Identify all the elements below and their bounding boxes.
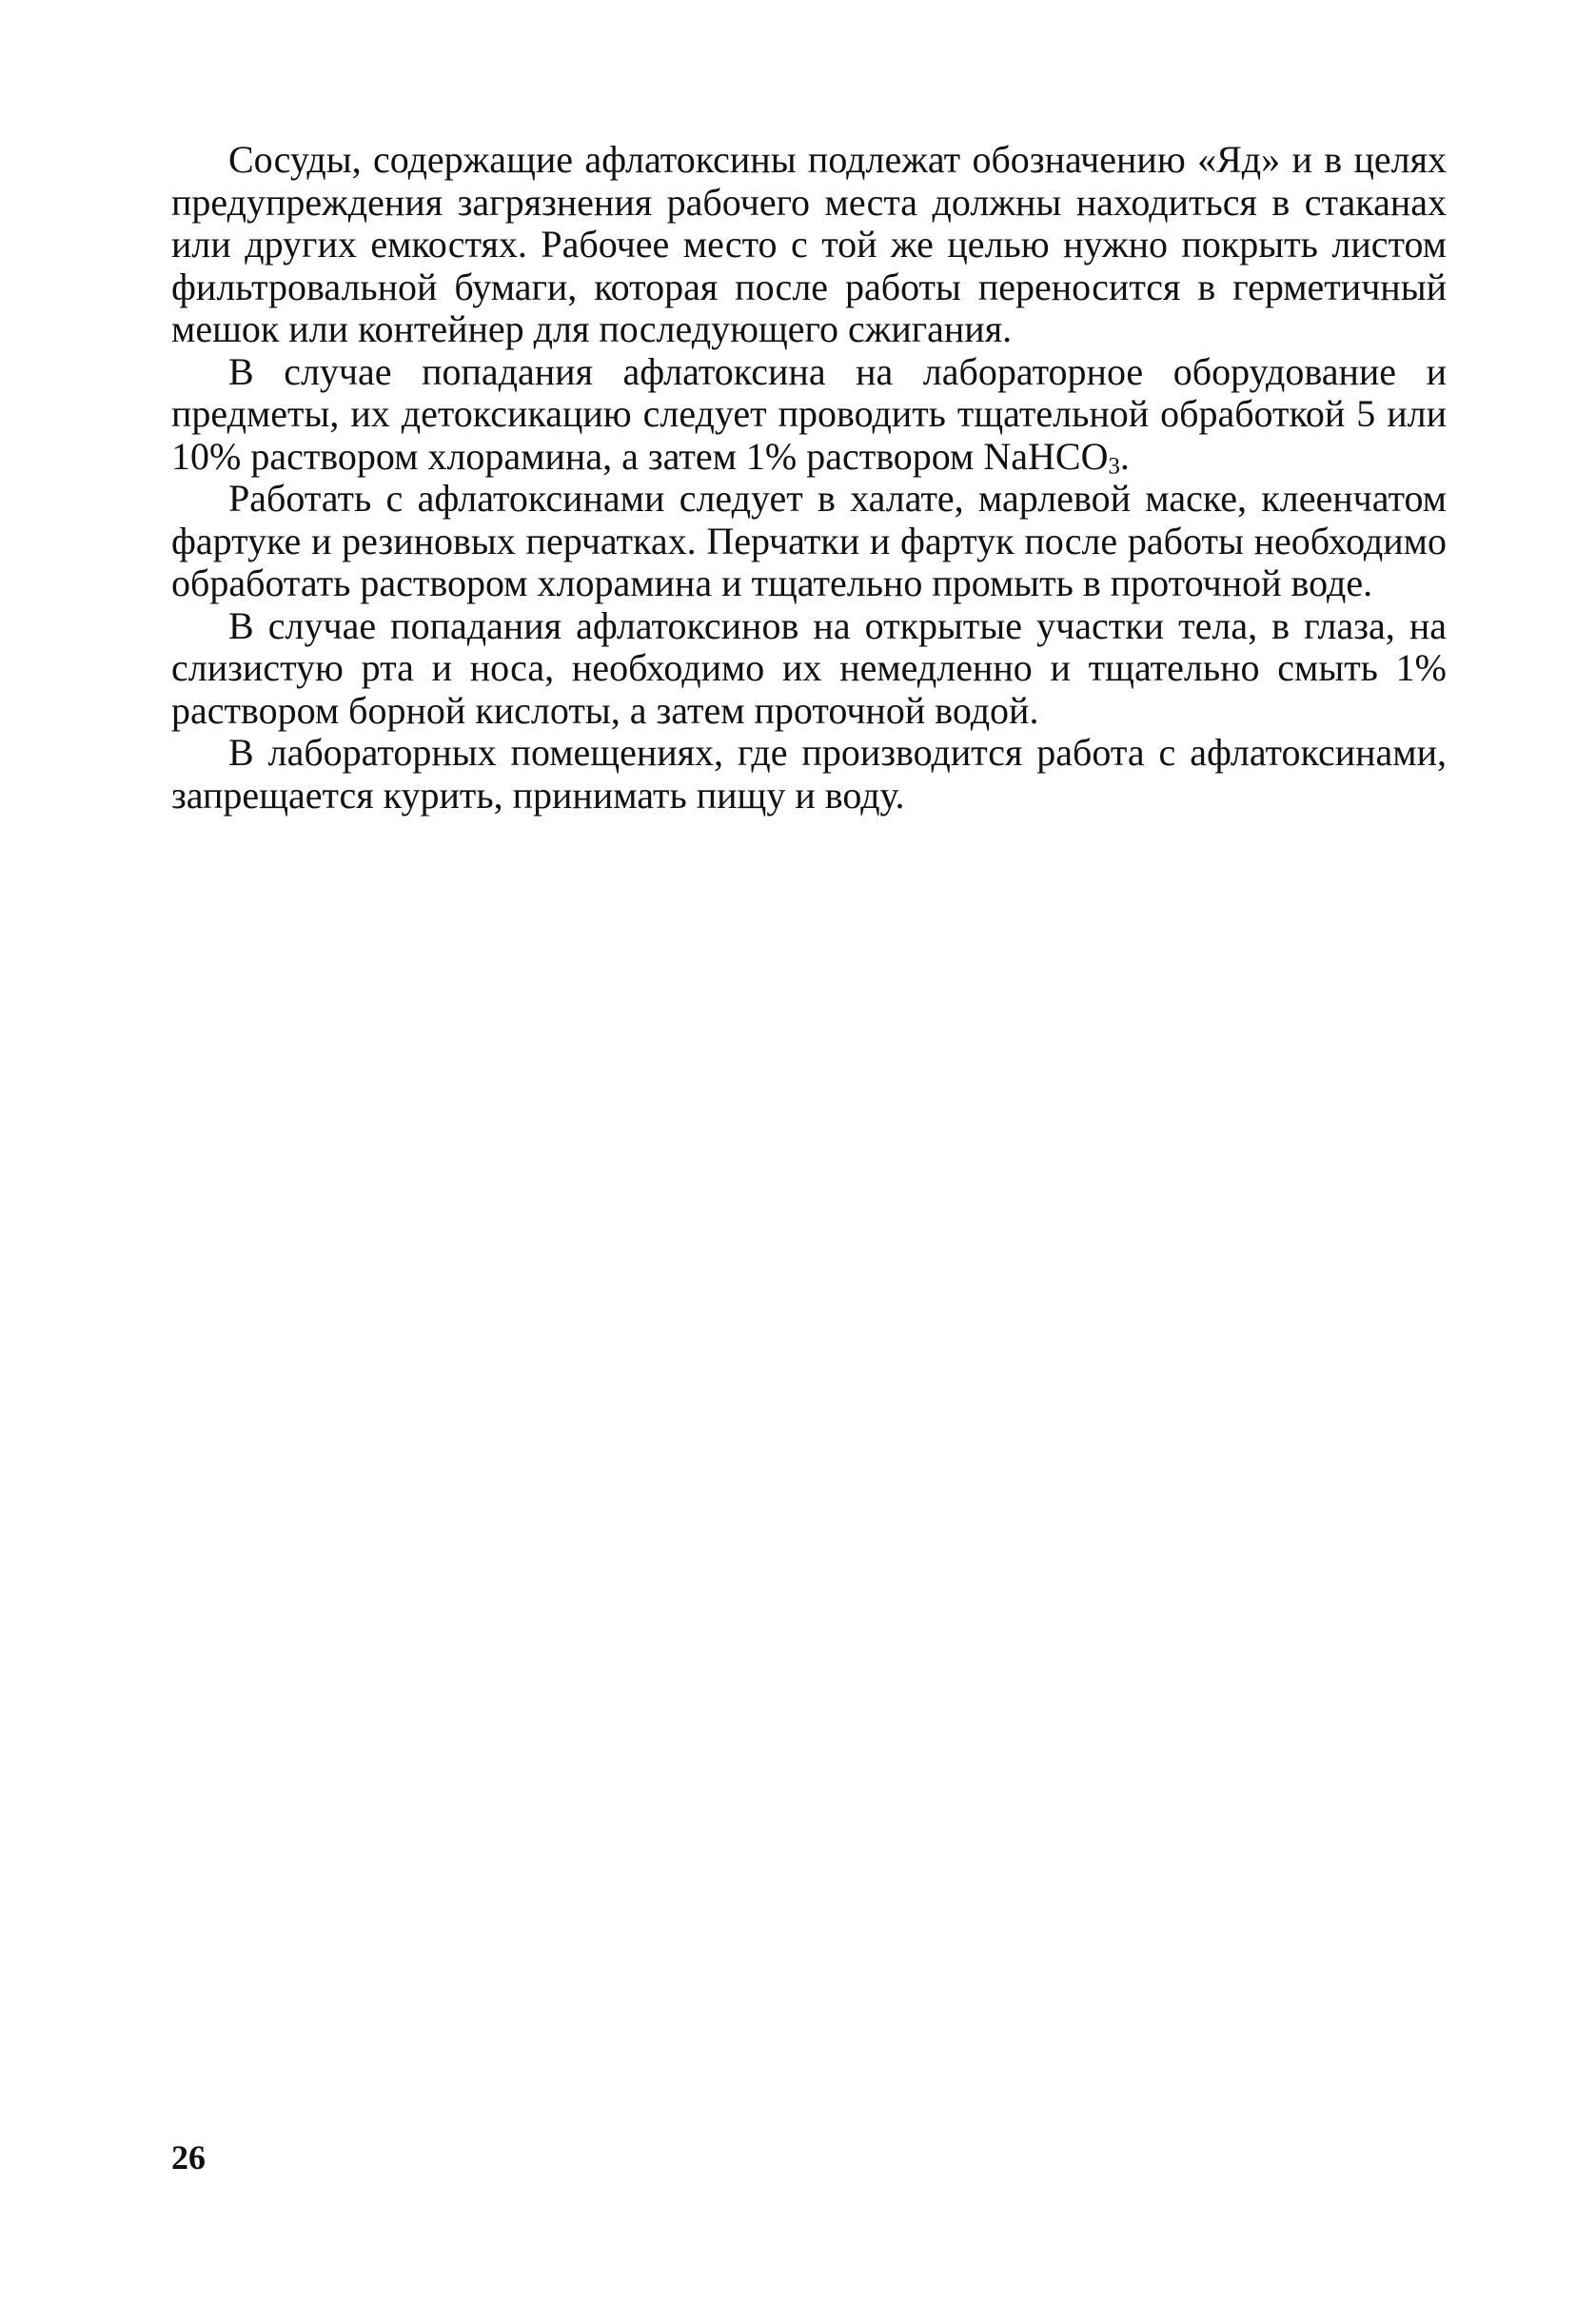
formula-base: NaHCO: [983, 434, 1109, 478]
formula-trailing: .: [1119, 434, 1130, 478]
paragraph-1: Сосуды, содержащие афлатоксины подлежат обозначению «Яд» и в целях предупреждения загрязнения рабочего места должны находиться в стаканах или других емкостях. Рабочее место с той же целью нужно покрыть листом фильтровальной бумаги, которая после работы переносится в герметичный мешок или контейнер для последующего сжигания.: [171, 138, 1447, 350]
page-number: 26: [171, 2138, 206, 2177]
paragraph-3: Работать с афлатоксинами следует в халате, марлевой маске, клеенчатом фартуке и резиновых перчатках. Перчатки и фартук после работы необходимо обработать раствором хлорамина и тщательно промыть в проточной воде.: [171, 477, 1447, 604]
body-text: [171, 139, 1447, 817]
chemical-formula: [983, 435, 1130, 478]
paragraph-4: В случае попадания афлатоксинов на открытые участки тела, в глаза, на слизистую рта и носа, необходимо их немедленно и тщательно смыть 1% раствором борной кислоты, а затем проточной водой.: [171, 603, 1447, 732]
paragraph-2-text: В случае попадания афлатоксина на лабораторное оборудование и предметы, их детоксикацию следует проводить тщательной обработкой 5 или 10% раствором хлорамина, а затем 1% раствором: [171, 349, 1447, 478]
paragraph-5: В лабораторных помещениях, где производится работа с афлатоксинами, запрещается курить, принимать пищу и воду.: [171, 731, 1447, 817]
paragraph-2: [171, 351, 1447, 479]
formula-subscript: 3: [1108, 452, 1120, 479]
